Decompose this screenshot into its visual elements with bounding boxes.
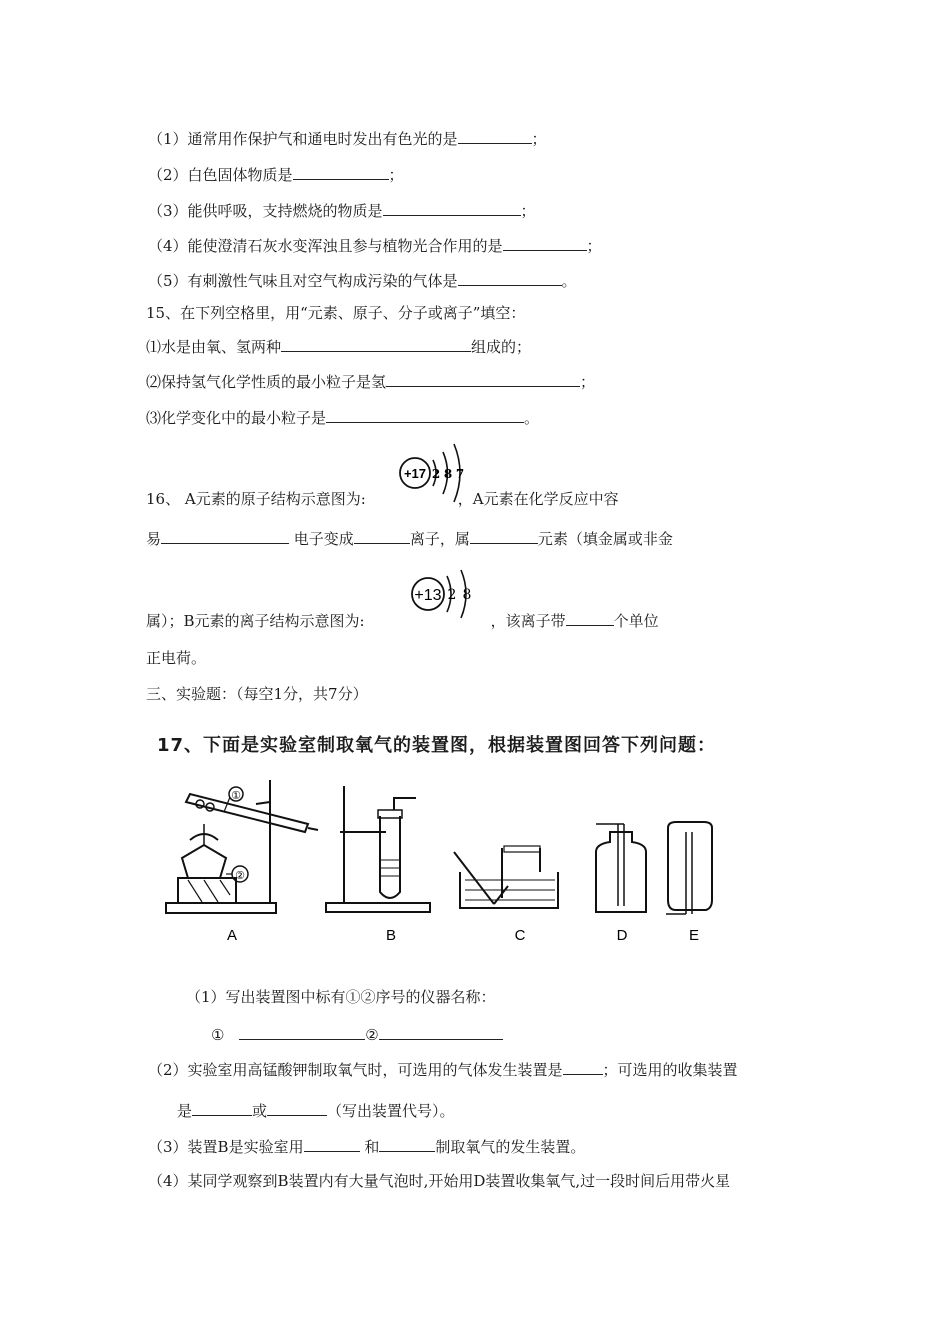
answer-blank[interactable] xyxy=(379,1024,503,1040)
answer-blank[interactable] xyxy=(192,1100,252,1116)
shell-electrons: 2 xyxy=(431,467,441,481)
q17-part-4: （4）某同学观察到B装置内有大量气泡时,开始用D装置收集氧气,过一段时间后用带火星 xyxy=(148,1172,731,1190)
q17-part-2: （2）实验室用高锰酸钾制取氧气时，可选用的气体发生装置是 ；可选用的收集装置 xyxy=(148,1061,738,1079)
q17-part-1: （1）写出装置图中标有①②序号的仪器名称： xyxy=(186,988,496,1006)
q15-item-1: ⑴水是由氧、氢两种 组成的； xyxy=(146,338,532,356)
apparatus-c xyxy=(454,846,558,908)
q17-part-1-answers: ① ② xyxy=(211,1024,503,1045)
nucleus-charge: +13 xyxy=(414,587,442,604)
q17-title: 17、下面是实验室制取氧气的装置图，根据装置图回答下列问题： xyxy=(157,735,717,756)
apparatus-b xyxy=(326,786,430,912)
answer-blank[interactable] xyxy=(383,200,521,216)
q16-line-1: 16、 A元素的原子结构示意图为: ，A元素在化学反应中容 xyxy=(146,490,619,508)
q14-item-2: （2）白色固体物质是 ； xyxy=(148,166,404,184)
answer-blank[interactable] xyxy=(458,128,532,144)
answer-blank[interactable] xyxy=(379,1136,435,1152)
q16-line-2: 易 电子变成 离子，属 元素（填金属或非金 xyxy=(146,530,673,548)
q14-item-5: （5）有刺激性气味且对空气构成污染的气体是 。 xyxy=(148,272,577,290)
q15-title: 15、在下列空格里，用“元素、原子、分子或离子”填空： xyxy=(146,304,526,322)
q14-item-1: （1）通常用作保护气和通电时发出有色光的是 ； xyxy=(148,130,547,148)
q14-item-3: （3）能供呼吸，支持燃烧的物质是 ； xyxy=(148,202,536,220)
answer-blank[interactable] xyxy=(239,1024,365,1040)
answer-blank[interactable] xyxy=(563,1059,603,1075)
answer-blank[interactable] xyxy=(304,1136,360,1152)
q15-item-3: ⑶化学变化中的最小粒子是 。 xyxy=(146,409,540,427)
shell-electrons: 8 xyxy=(443,467,453,481)
apparatus-figure xyxy=(160,780,720,950)
answer-blank[interactable] xyxy=(470,528,538,544)
label-b: B xyxy=(385,927,397,944)
answer-blank[interactable] xyxy=(326,407,524,423)
q16-line-3: 属）；B元素的离子结构示意图为: ，该离子带 个单位 xyxy=(146,612,659,630)
apparatus-a xyxy=(166,780,318,913)
q17-part-3: （3）装置B是实验室用 和 制取氧气的发生装置。 xyxy=(148,1138,586,1156)
shell-electrons: 7 xyxy=(455,467,465,481)
answer-blank[interactable] xyxy=(293,164,389,180)
answer-blank[interactable] xyxy=(566,610,614,626)
answer-blank[interactable] xyxy=(161,528,289,544)
nucleus-charge: +17 xyxy=(403,466,427,481)
apparatus-e xyxy=(666,822,712,914)
shell-electrons: 8 xyxy=(462,587,472,603)
answer-blank[interactable] xyxy=(267,1100,327,1116)
answer-blank[interactable] xyxy=(503,235,587,251)
q17-part-2-cont: 是 或 （写出装置代号）。 xyxy=(177,1102,455,1120)
apparatus-d xyxy=(596,824,646,912)
q16-line-4: 正电荷。 xyxy=(146,649,207,667)
label-a: A xyxy=(226,927,238,944)
marker-1: ① xyxy=(231,789,241,802)
marker-2: ② xyxy=(235,869,245,882)
answer-blank[interactable] xyxy=(281,336,471,352)
label-d: D xyxy=(616,927,628,944)
answer-blank[interactable] xyxy=(386,371,580,387)
answer-blank[interactable] xyxy=(458,270,562,286)
q14-item-4: （4）能使澄清石灰水变浑浊且参与植物光合作用的是 ； xyxy=(148,237,602,255)
label-c: C xyxy=(514,927,526,944)
answer-blank[interactable] xyxy=(354,528,410,544)
section-3-heading: 三、实验题：（每空1分，共7分） xyxy=(146,685,368,703)
label-e: E xyxy=(688,927,700,944)
q15-item-2: ⑵保持氢气化学性质的最小粒子是氢 ； xyxy=(146,373,596,391)
shell-electrons: 2 xyxy=(447,587,457,603)
